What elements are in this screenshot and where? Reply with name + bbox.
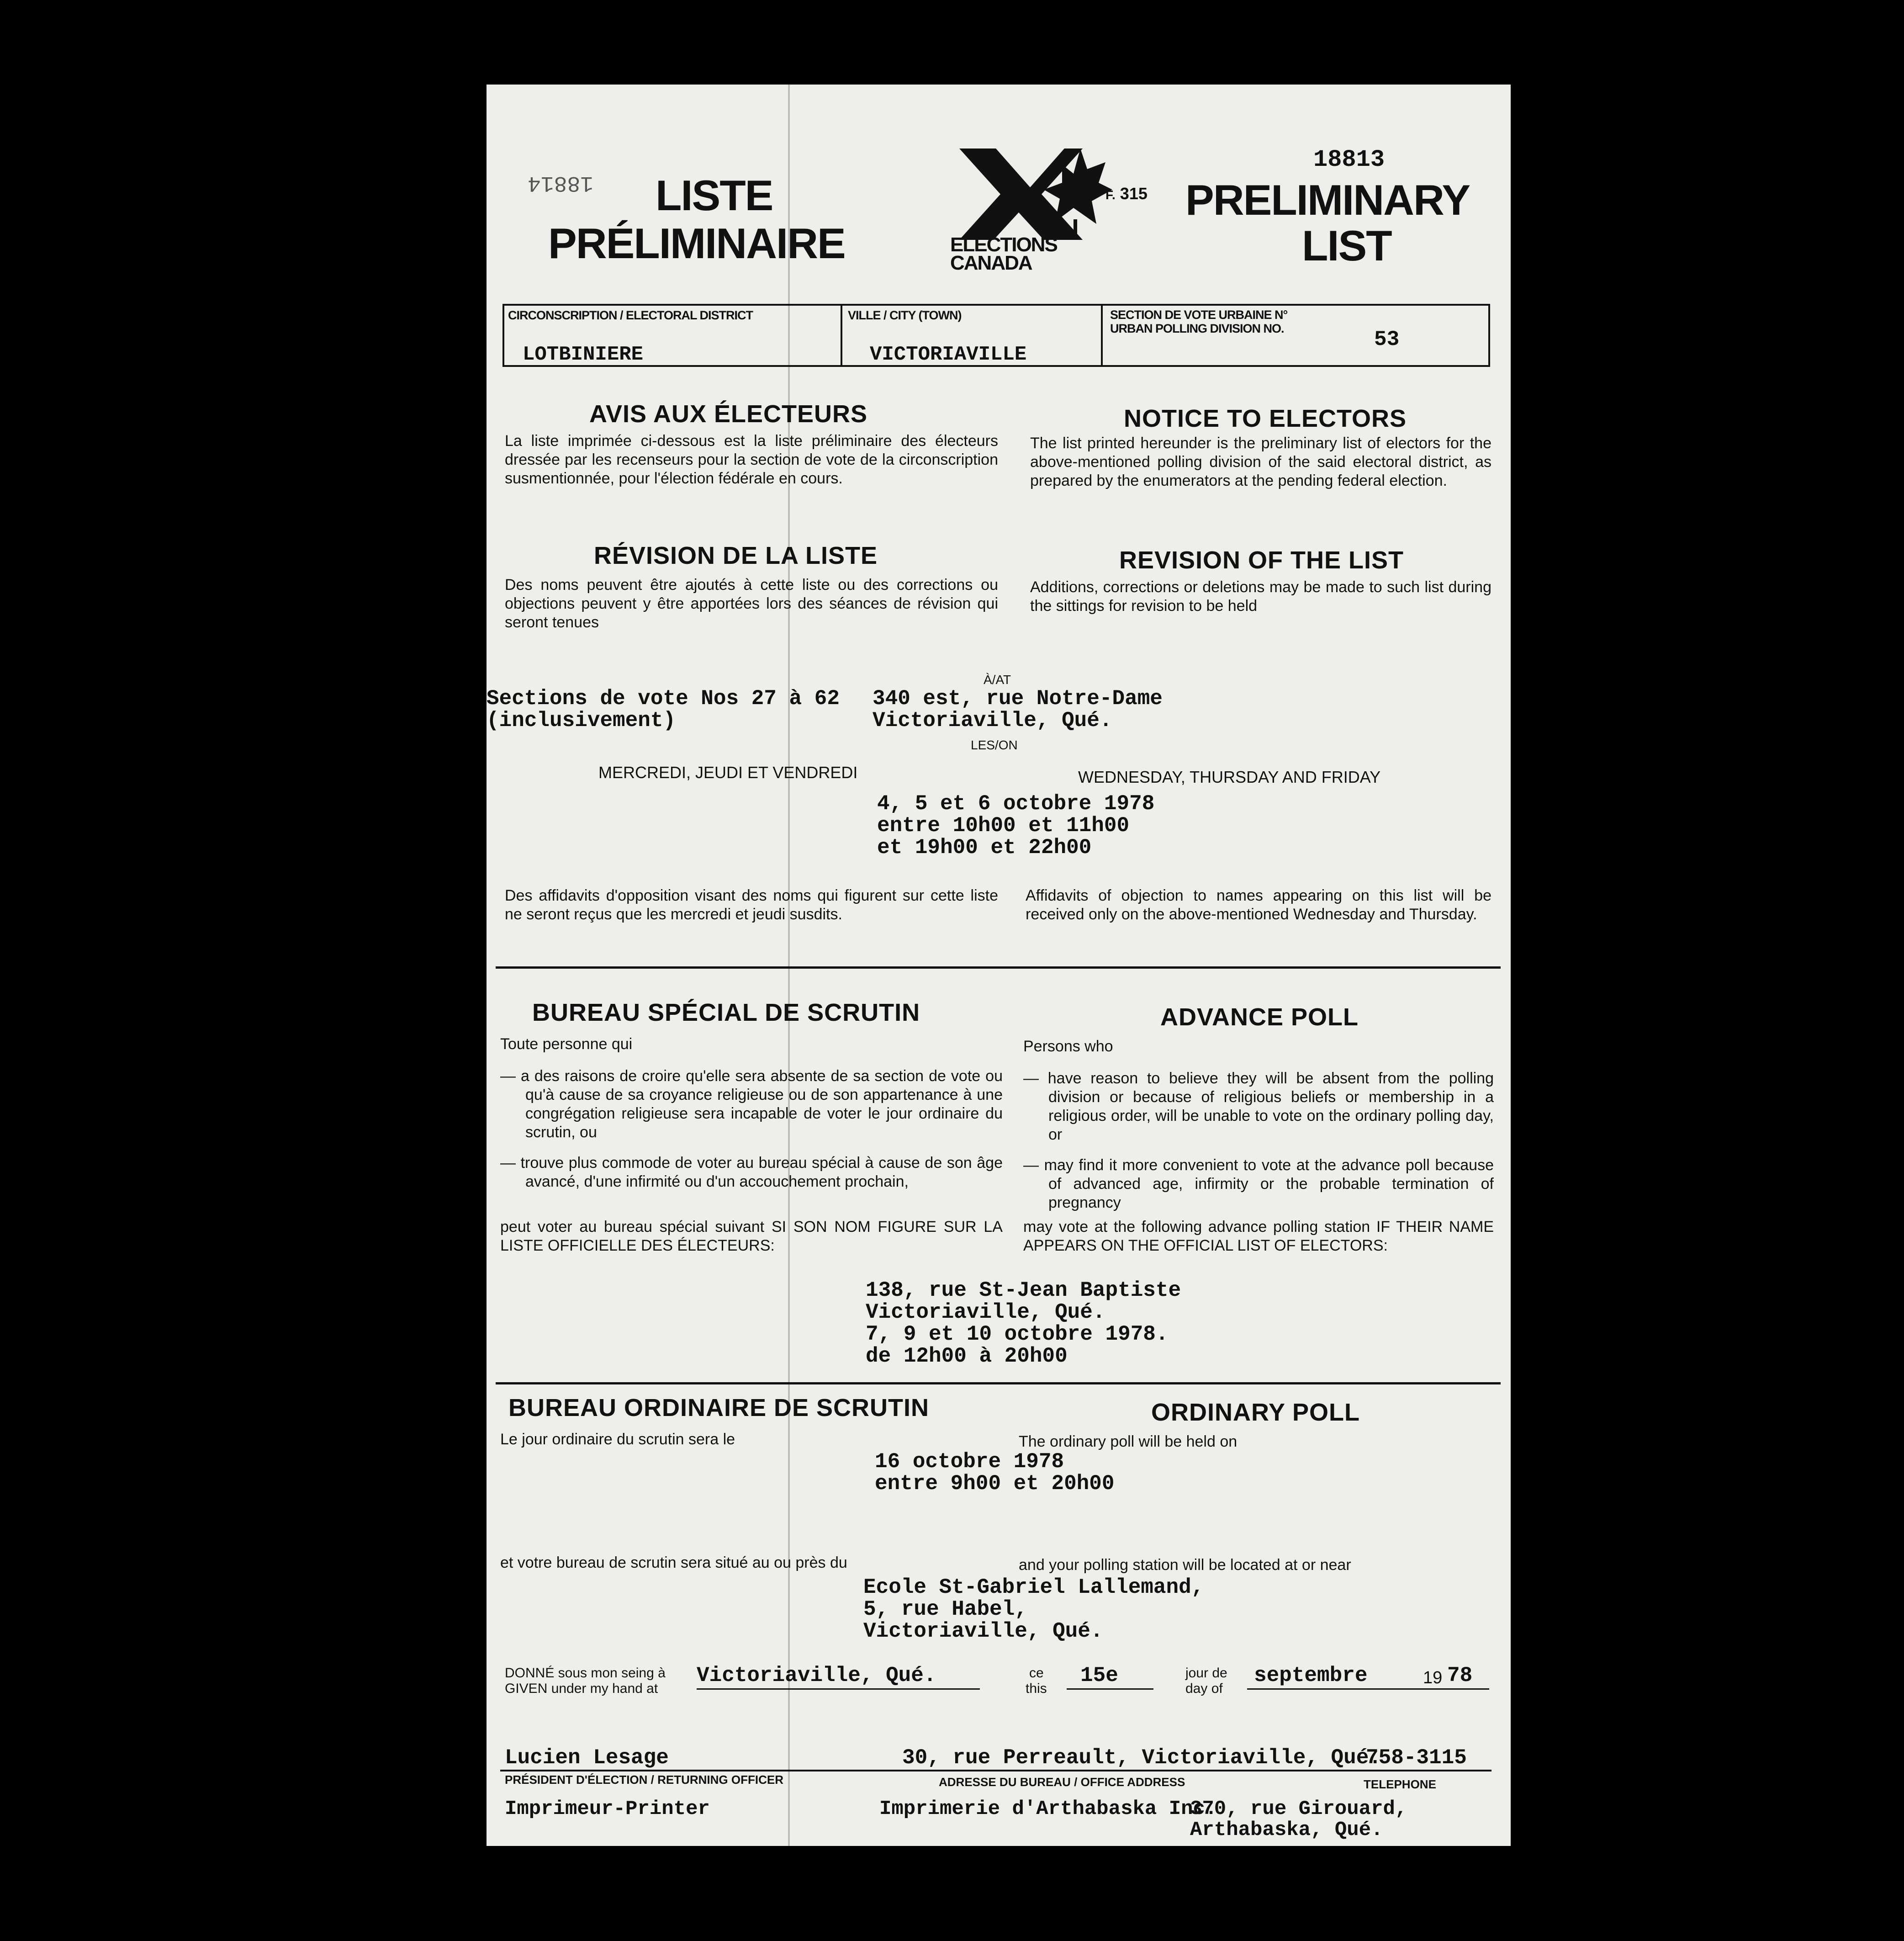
revision-heading-en: REVISION OF THE LIST — [1119, 546, 1404, 574]
polling-station-line1: Ecole St-Gabriel Lallemand, — [863, 1575, 1204, 1599]
advance-item1-en: — have reason to believe they will be absent from the polling division or because of religious beliefs or membership in a religious order, will be unable to vote on the ordinary polling day, or — [1023, 1070, 1494, 1143]
ordinary-station-en: and your polling station will be located at or near — [1019, 1556, 1351, 1574]
title-fr-line2: PRÉLIMINAIRE — [548, 219, 845, 267]
ce-label: ce — [1029, 1665, 1044, 1681]
printer-address-line2: Arthabaska, Qué. — [1190, 1819, 1383, 1841]
given-label-en: GIVEN under my hand at — [505, 1681, 658, 1696]
revision-address-line2: Victoriaville, Qué. — [873, 709, 1112, 732]
revision-dates-line1: 4, 5 et 6 octobre 1978 — [877, 792, 1155, 816]
ordinary-heading-fr: BUREAU ORDINAIRE DE SCRUTIN — [508, 1394, 930, 1421]
title-fr-line1: LISTE — [656, 171, 773, 219]
district-info-box — [502, 304, 1490, 367]
elections-canada-logo — [950, 144, 1115, 281]
serial-number: 18813 — [1313, 146, 1385, 173]
returning-officer-label: PRÉSIDENT D'ÉLECTION / RETURNING OFFICER — [505, 1773, 783, 1787]
advance-intro-en: Persons who — [1023, 1038, 1113, 1055]
returning-officer-name: Lucien Lesage — [505, 1746, 669, 1770]
revision-sections-line2: (inclusivement) — [487, 709, 676, 732]
given-month: septembre — [1254, 1664, 1368, 1687]
office-address: 30, rue Perreault, Victoriaville, Qué. — [902, 1746, 1381, 1770]
ordinary-hours: entre 9h00 et 20h00 — [875, 1472, 1115, 1496]
city-cell — [842, 306, 1103, 365]
jour-de-label: jour de — [1185, 1665, 1227, 1681]
serial-number-faint: 18814 — [528, 170, 594, 195]
title-en-line2: LIST — [1302, 222, 1391, 270]
logo-text-canada: CANADA — [950, 252, 1032, 274]
logo-text-elections: ELECTIONS — [950, 233, 1057, 256]
office-telephone: 758-3115 — [1366, 1746, 1467, 1770]
advance-dates: 7, 9 et 10 octobre 1978. — [866, 1322, 1169, 1346]
given-place: Victoriaville, Qué. — [697, 1664, 936, 1687]
ordinary-date: 16 octobre 1978 — [875, 1450, 1064, 1474]
notice-text-fr: La liste imprimée ci-dessous est la liste préliminaire des électeurs dressée par les recenseurs pour la section de vote de la circonscription susmentionnée, pour l'élection fédérale en cours. — [505, 432, 998, 487]
affidavit-text-en: Affidavits of objection to names appearing on this list will be received only on the above-mentioned Wednesday and Thursday. — [1026, 887, 1491, 923]
advance-hours: de 12h00 à 20h00 — [866, 1344, 1068, 1368]
document-page — [487, 85, 1511, 1846]
district-cell — [504, 306, 842, 365]
form-prefix: F. — [1105, 188, 1116, 202]
on-label: LES/ON — [971, 738, 1018, 752]
revision-text-en: Additions, corrections or deletions may be made to such list during the sittings for revision to be held — [1030, 578, 1491, 615]
officer-line — [500, 1770, 1491, 1771]
advance-heading-en: ADVANCE POLL — [1160, 1003, 1359, 1031]
district-label: CIRCONSCRIPTION / ELECTORAL DISTRICT — [508, 308, 753, 322]
city-value: VICTORIAVILLE — [870, 343, 1027, 366]
advance-outro-fr: peut voter au bureau spécial suivant SI SON NOM FIGURE SUR LA LISTE OFFICIELLE DES ÉLECTEURS: — [500, 1218, 1003, 1254]
printer-label: Imprimeur-Printer — [505, 1798, 710, 1820]
printer-address-line1: 370, rue Girouard, — [1190, 1798, 1407, 1820]
advance-address-line1: 138, rue St-Jean Baptiste — [866, 1278, 1181, 1302]
day-of-label: day of — [1185, 1681, 1223, 1696]
revision-dates-line2: entre 10h00 et 11h00 — [877, 814, 1130, 838]
district-value: LOTBINIERE — [523, 343, 644, 366]
ordinary-day-fr: Le jour ordinaire du scrutin sera le — [500, 1431, 735, 1448]
revision-address-line1: 340 est, rue Notre-Dame — [873, 687, 1163, 711]
advance-intro-fr: Toute personne qui — [500, 1035, 633, 1053]
this-label: this — [1026, 1681, 1047, 1696]
given-label-fr: DONNÉ sous mon seing à — [505, 1665, 666, 1681]
year-suffix: 78 — [1447, 1664, 1473, 1687]
division-value: 53 — [1374, 328, 1400, 351]
advance-item2-en: — may find it more convenient to vote at the advance poll because of advanced age, infirmity or the probable termination of pregnancy — [1023, 1156, 1494, 1211]
month-underline — [1247, 1688, 1489, 1690]
advance-item1-fr: — a des raisons de croire qu'elle sera absente de sa section de vote ou qu'à cause de sa croyance religieuse ou de son appartenance à une congrégation religieuse sera incapable de voter le jour ordinaire du scrutin, ou — [500, 1067, 1003, 1141]
notice-heading-fr: AVIS AUX ÉLECTEURS — [589, 400, 868, 428]
notice-text-en: The list printed hereunder is the preliminary list of electors for the above-mentioned polling division of the said electoral district, as prepared by the enumerators at the pending federal election. — [1030, 435, 1491, 489]
revision-heading-fr: RÉVISION DE LA LISTE — [594, 542, 878, 569]
at-label: À/AT — [984, 673, 1011, 687]
ordinary-station-fr: et votre bureau de scrutin sera situé au ou près du — [500, 1554, 847, 1571]
revision-days-fr: MERCREDI, JEUDI ET VENDREDI — [598, 763, 858, 782]
advance-heading-fr: BUREAU SPÉCIAL DE SCRUTIN — [532, 999, 920, 1026]
division-cell — [1105, 306, 1488, 365]
year-prefix: 19 — [1423, 1668, 1443, 1687]
day-underline — [1067, 1688, 1153, 1690]
ordinary-day-en: The ordinary poll will be held on — [1019, 1433, 1238, 1450]
title-en-line1: PRELIMINARY — [1185, 176, 1470, 224]
form-number-value: 315 — [1120, 184, 1148, 203]
advance-address-line2: Victoriaville, Qué. — [866, 1300, 1105, 1324]
given-day: 15e — [1080, 1664, 1118, 1687]
revision-text-fr: Des noms peuvent être ajoutés à cette liste ou des corrections ou objections peuvent y être apportées lors des séances de révision qui seront tenues — [505, 576, 998, 631]
revision-days-en: WEDNESDAY, THURSDAY AND FRIDAY — [1078, 768, 1381, 786]
division-label-en: URBAN POLLING DIVISION NO. — [1110, 322, 1284, 335]
affidavit-text-fr: Des affidavits d'opposition visant des noms qui figurent sur cette liste ne seront reçus que les mercredi et jeudi susdits. — [505, 887, 998, 923]
advance-item2-fr: — trouve plus commode de voter au bureau spécial à cause de son âge avancé, d'une infirmité ou d'un accouchement prochain, — [500, 1154, 1003, 1190]
telephone-label: TELEPHONE — [1364, 1777, 1436, 1791]
advance-outro-en: may vote at the following advance polling station IF THEIR NAME APPEARS ON THE OFFICIAL LIST OF ELECTORS: — [1023, 1218, 1494, 1254]
office-address-label: ADRESSE DU BUREAU / OFFICE ADDRESS — [939, 1775, 1185, 1789]
revision-sections-line1: Sections de vote Nos 27 à 62 — [487, 687, 840, 711]
printer-name: Imprimerie d'Arthabaska Inc. — [879, 1798, 1217, 1820]
revision-dates-line3: et 19h00 et 22h00 — [877, 836, 1092, 859]
polling-station-line2: 5, rue Habel, — [863, 1597, 1027, 1621]
form-number — [1105, 184, 1148, 203]
notice-heading-en: NOTICE TO ELECTORS — [1124, 405, 1407, 432]
place-underline — [697, 1688, 980, 1690]
polling-station-line3: Victoriaville, Qué. — [863, 1619, 1103, 1643]
ordinary-heading-en: ORDINARY POLL — [1151, 1399, 1360, 1426]
division-label-fr: SECTION DE VOTE URBAINE N° — [1110, 308, 1288, 322]
section-divider-1 — [496, 966, 1501, 969]
section-divider-2 — [496, 1382, 1501, 1384]
city-label: VILLE / CITY (TOWN) — [848, 308, 962, 322]
